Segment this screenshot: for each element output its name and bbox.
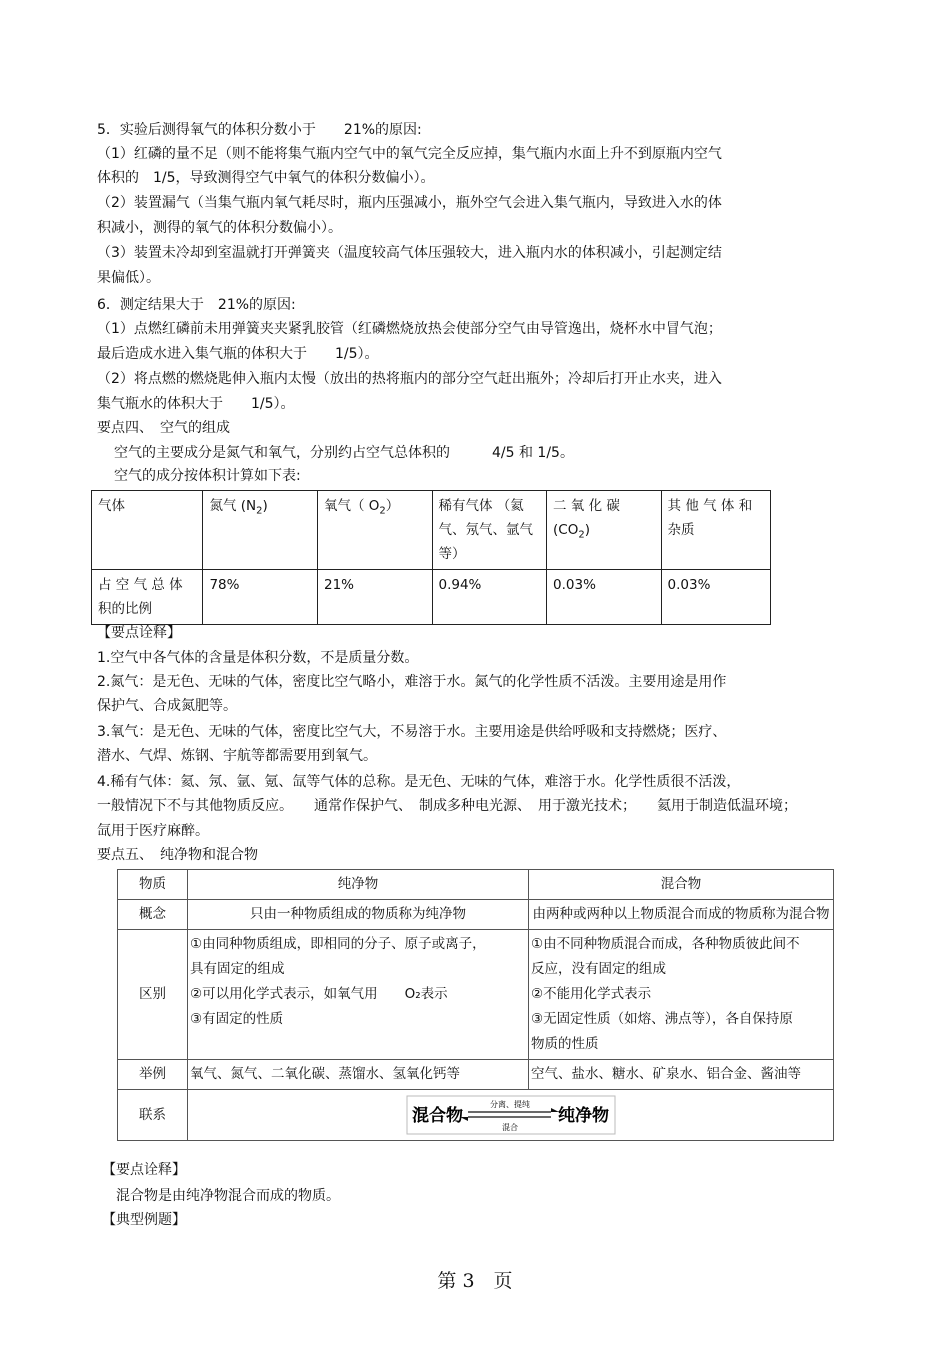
table-cell bbox=[529, 930, 834, 1060]
text-line: 最后造成水进入集气瓶的体积大于 1/5）。 bbox=[97, 346, 379, 362]
text-line: 空气的主要成分是氮气和氧气，分别约占空气总体积的 4/5 和 1/5。 bbox=[100, 445, 574, 461]
table-cell: 区别 bbox=[118, 930, 188, 1060]
section-heading: 【典型例题】 bbox=[102, 1212, 186, 1228]
text-line: 4.稀有气体：氦、氖、氩、氪、氙等气体的总称。是无色、无味的气体，难溶于水。化学性质很不活泼， bbox=[97, 774, 741, 790]
relation-left-label: 混合物 bbox=[411, 1106, 463, 1126]
section-heading: 【要点诠释】 bbox=[97, 625, 181, 641]
text-line: 2.氮气：是无色、无味的气体，密度比空气略小，难溶于水。氮气的化学性质不活泼。主要用途是用作 bbox=[97, 674, 727, 690]
text-line: 集气瓶水的体积大于 1/5）。 bbox=[97, 396, 295, 412]
table-cell: 氮气 $(N_2)$ bbox=[203, 491, 318, 570]
pure-vs-mixture-table bbox=[117, 869, 834, 1141]
table-cell: 氧气、氮气、二氧化碳、蒸馏水、氢氧化钙等 bbox=[188, 1060, 529, 1090]
table-row bbox=[118, 900, 834, 930]
table-cell: 占 空 气 总 体 积的比例 bbox=[92, 570, 203, 625]
section-heading: 【要点诠释】 bbox=[102, 1162, 186, 1178]
page-number: 第 3 页 bbox=[437, 1270, 513, 1292]
text-line: 一般情况下不与其他物质反应。 通常作保护气、 制成多种电光源、 用于激光技术； 氦用于制造低温环境； bbox=[97, 798, 797, 814]
text-line: 氙用于医疗麻醉。 bbox=[97, 823, 209, 839]
table-cell: 联系 bbox=[118, 1090, 188, 1141]
table-cell: 混合物 bbox=[529, 870, 834, 900]
table-cell: 概念 bbox=[118, 900, 188, 930]
list-item: 反应，没有固定的组成 bbox=[531, 961, 666, 977]
list-item: ②不能用化学式表示 bbox=[531, 986, 652, 1002]
list-item: ②可以用化学式表示，如氧气用 O₂表示 bbox=[190, 986, 448, 1002]
table-cell: 其 他 气 体 和 杂质 bbox=[661, 491, 770, 570]
list-item: 具有固定的组成 bbox=[190, 961, 285, 977]
table-cell bbox=[188, 930, 529, 1060]
table-row bbox=[92, 570, 771, 625]
list-item: ③无固定性质（如熔、沸点等），各自保持原 bbox=[531, 1011, 793, 1027]
relation-diagram bbox=[190, 1094, 831, 1136]
table-cell: 0.03% bbox=[547, 570, 662, 625]
table-cell: 二 氧 化 碳 $(CO_2)$ bbox=[547, 491, 662, 570]
relation-top-label: 分离、提纯 bbox=[489, 1100, 530, 1109]
text-line: 5．实验后测得氧气的体积分数小于 21%的原因: bbox=[97, 122, 422, 138]
list-item: ①由同种物质组成，即相同的分子、原子或离子， bbox=[190, 936, 486, 952]
text-line: （1）红磷的量不足（则不能将集气瓶内空气中的氧气完全反应掉，集气瓶内水面上升不到原瓶内空气 bbox=[97, 146, 722, 162]
text-line: 空气的成分按体积计算如下表: bbox=[100, 468, 301, 484]
text-line: 积减小，测得的氧气的体积分数偏小）。 bbox=[97, 220, 342, 236]
section-heading: 要点五、 纯净物和混合物 bbox=[97, 847, 258, 863]
text-line: 体积的 1/5，导致测得空气中氧气的体积分数偏小）。 bbox=[97, 170, 435, 186]
table-cell: 由两种或两种以上物质混合而成的物质称为混合物 bbox=[529, 900, 834, 930]
table-cell: 78% bbox=[203, 570, 318, 625]
relation-right-label: 纯净物 bbox=[557, 1106, 609, 1126]
text-line: （3）装置未冷却到室温就打开弹簧夹（温度较高气体压强较大，进入瓶内水的体积减小，引起测定结 bbox=[97, 245, 722, 261]
text-line: 保护气、合成氮肥等。 bbox=[97, 698, 237, 714]
table-cell: 氧气（ $O_2$） bbox=[317, 491, 432, 570]
table-cell: 0.94% bbox=[432, 570, 547, 625]
table-cell: 纯净物 bbox=[188, 870, 529, 900]
text-line: 6．测定结果大于 21%的原因: bbox=[97, 297, 296, 313]
table-header-row bbox=[92, 491, 771, 570]
table-cell: 只由一种物质组成的物质称为纯净物 bbox=[188, 900, 529, 930]
table-row bbox=[118, 1060, 834, 1090]
table-cell: 空气、盐水、糖水、矿泉水、铝合金、酱油等 bbox=[529, 1060, 834, 1090]
table-cell: 21% bbox=[317, 570, 432, 625]
list-item: ③有固定的性质 bbox=[190, 1011, 284, 1027]
table-header-row bbox=[118, 870, 834, 900]
text-line: 果偏低）。 bbox=[97, 270, 160, 286]
text-line: （2）将点燃的燃烧匙伸入瓶内太慢（放出的热将瓶内的部分空气赶出瓶外；冷却后打开止水夹，进入 bbox=[97, 371, 722, 387]
air-composition-table bbox=[91, 490, 771, 625]
text-line: 潜水、气焊、炼钢、宇航等都需要用到氧气。 bbox=[97, 748, 377, 764]
table-cell: 举例 bbox=[118, 1060, 188, 1090]
text-line: （1）点燃红磷前未用弹簧夹夹紧乳胶管（红磷燃烧放热会使部分空气由导管逸出，烧杯水中冒气泡； bbox=[97, 321, 722, 337]
relation-arrow-diagram bbox=[406, 1095, 616, 1135]
table-cell: 气体 bbox=[92, 491, 203, 570]
table-row bbox=[118, 1090, 834, 1141]
table-cell: 物质 bbox=[118, 870, 188, 900]
table-row bbox=[118, 930, 834, 1060]
text-line: （2）装置漏气（当集气瓶内氧气耗尽时，瓶内压强减小，瓶外空气会进入集气瓶内，导致进入水的体 bbox=[97, 195, 722, 211]
section-heading: 要点四、 空气的组成 bbox=[97, 420, 230, 436]
text-line: 3.氧气：是无色、无味的气体，密度比空气大，不易溶于水。主要用途是供给呼吸和支持燃烧；医疗、 bbox=[97, 724, 727, 740]
relation-bottom-label: 混合 bbox=[501, 1123, 518, 1132]
text-line: 混合物是由纯净物混合而成的物质。 bbox=[102, 1188, 340, 1204]
list-item: ①由不同种物质混合而成，各种物质彼此间不 bbox=[531, 936, 800, 952]
text-line: 1.空气中各气体的含量是体积分数，不是质量分数。 bbox=[97, 650, 419, 666]
table-cell bbox=[188, 1090, 834, 1141]
table-cell: 稀有气体 （氦气、氖气、氩气等） bbox=[432, 491, 547, 570]
table-cell: 0.03% bbox=[661, 570, 770, 625]
list-item: 物质的性质 bbox=[531, 1036, 599, 1052]
